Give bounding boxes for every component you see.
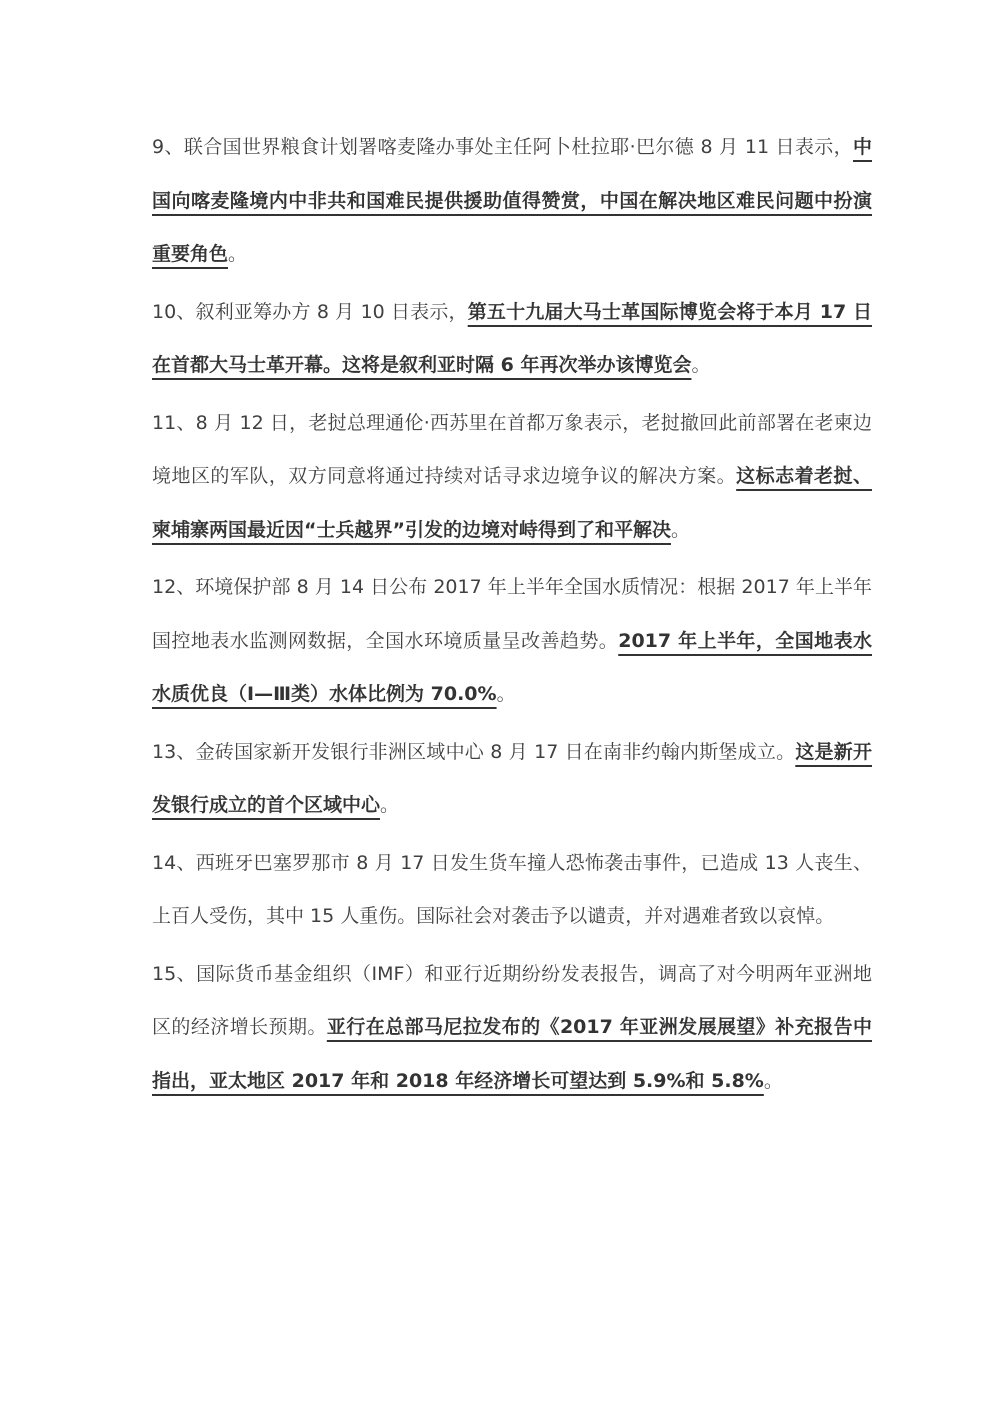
- news-item-13: [152, 726, 872, 833]
- item-key-point: 中国向喀麦隆境内中非共和国难民提供援助值得赞赏，中国在解决地区难民问题中扮演重要角色: [152, 136, 872, 265]
- item-end: 。: [496, 683, 516, 705]
- news-item-11: [152, 397, 872, 558]
- document-body: [152, 121, 872, 1112]
- item-end: 。: [228, 243, 248, 265]
- item-key-point: 第五十九届大马士革国际博览会将于本月 17 日在首都大马士革开幕。这将是叙利亚时隔 6 年再次举办该博览会: [152, 300, 873, 376]
- item-text: 15、国际货币基金组织（IMF）和亚行近期纷纷发表报告，调高了对今明两年亚洲地区的经济增长预期。: [152, 962, 872, 1038]
- news-item-9: [152, 121, 872, 282]
- item-end: 。: [691, 354, 711, 376]
- news-item-10: [152, 286, 872, 393]
- item-end: 。: [380, 794, 400, 816]
- item-text: 13、金砖国家新开发银行非洲区域中心 8 月 17 日在南非约翰内斯堡成立。: [152, 740, 796, 763]
- item-text: 10、叙利亚筹办方 8 月 10 日表示，: [152, 300, 468, 323]
- news-item-15: [152, 948, 872, 1109]
- item-end: 。: [670, 518, 690, 541]
- item-text: 11、8 月 12 日，老挝总理通伦·西苏里在首都万象表示，老挝撤回此前部署在老柬边境地区的军队，双方同意将通过持续对话寻求边境争议的解决方案。: [152, 411, 872, 487]
- item-text: 14、西班牙巴塞罗那市 8 月 17 日发生货车撞人恐怖袭击事件，已造成 13 人丧生、上百人受伤，其中 15 人重伤。国际社会对袭击予以谴责，并对遇难者致以哀悼。: [152, 851, 872, 927]
- item-key-point: 2017 年上半年，全国地表水水质优良（Ⅰ—Ⅲ类）水体比例为 70.0%: [152, 629, 872, 705]
- item-key-point: 亚行在总部马尼拉发布的《2017 年亚洲发展展望》补充报告中指出，亚太地区 2017 年和 2018 年经济增长可望达到 5.9%和 5.8%: [152, 1016, 872, 1092]
- news-item-14: [152, 837, 872, 944]
- item-text: 9、联合国世界粮食计划署喀麦隆办事处主任阿卜杜拉耶·巴尔德 8 月 11 日表示，: [152, 136, 853, 158]
- item-text: 12、环境保护部 8 月 14 日公布 2017 年上半年全国水质情况：根据 2017 年上半年国控地表水监测网数据，全国水环境质量呈改善趋势。: [152, 576, 872, 652]
- item-key-point: 这是新开发银行成立的首个区域中心: [152, 740, 872, 816]
- item-end: 。: [763, 1069, 783, 1092]
- news-item-12: [152, 561, 872, 722]
- item-key-point: 这标志着老挝、柬埔寨两国最近因“士兵越界”引发的边境对峙得到了和平解决: [152, 465, 872, 541]
